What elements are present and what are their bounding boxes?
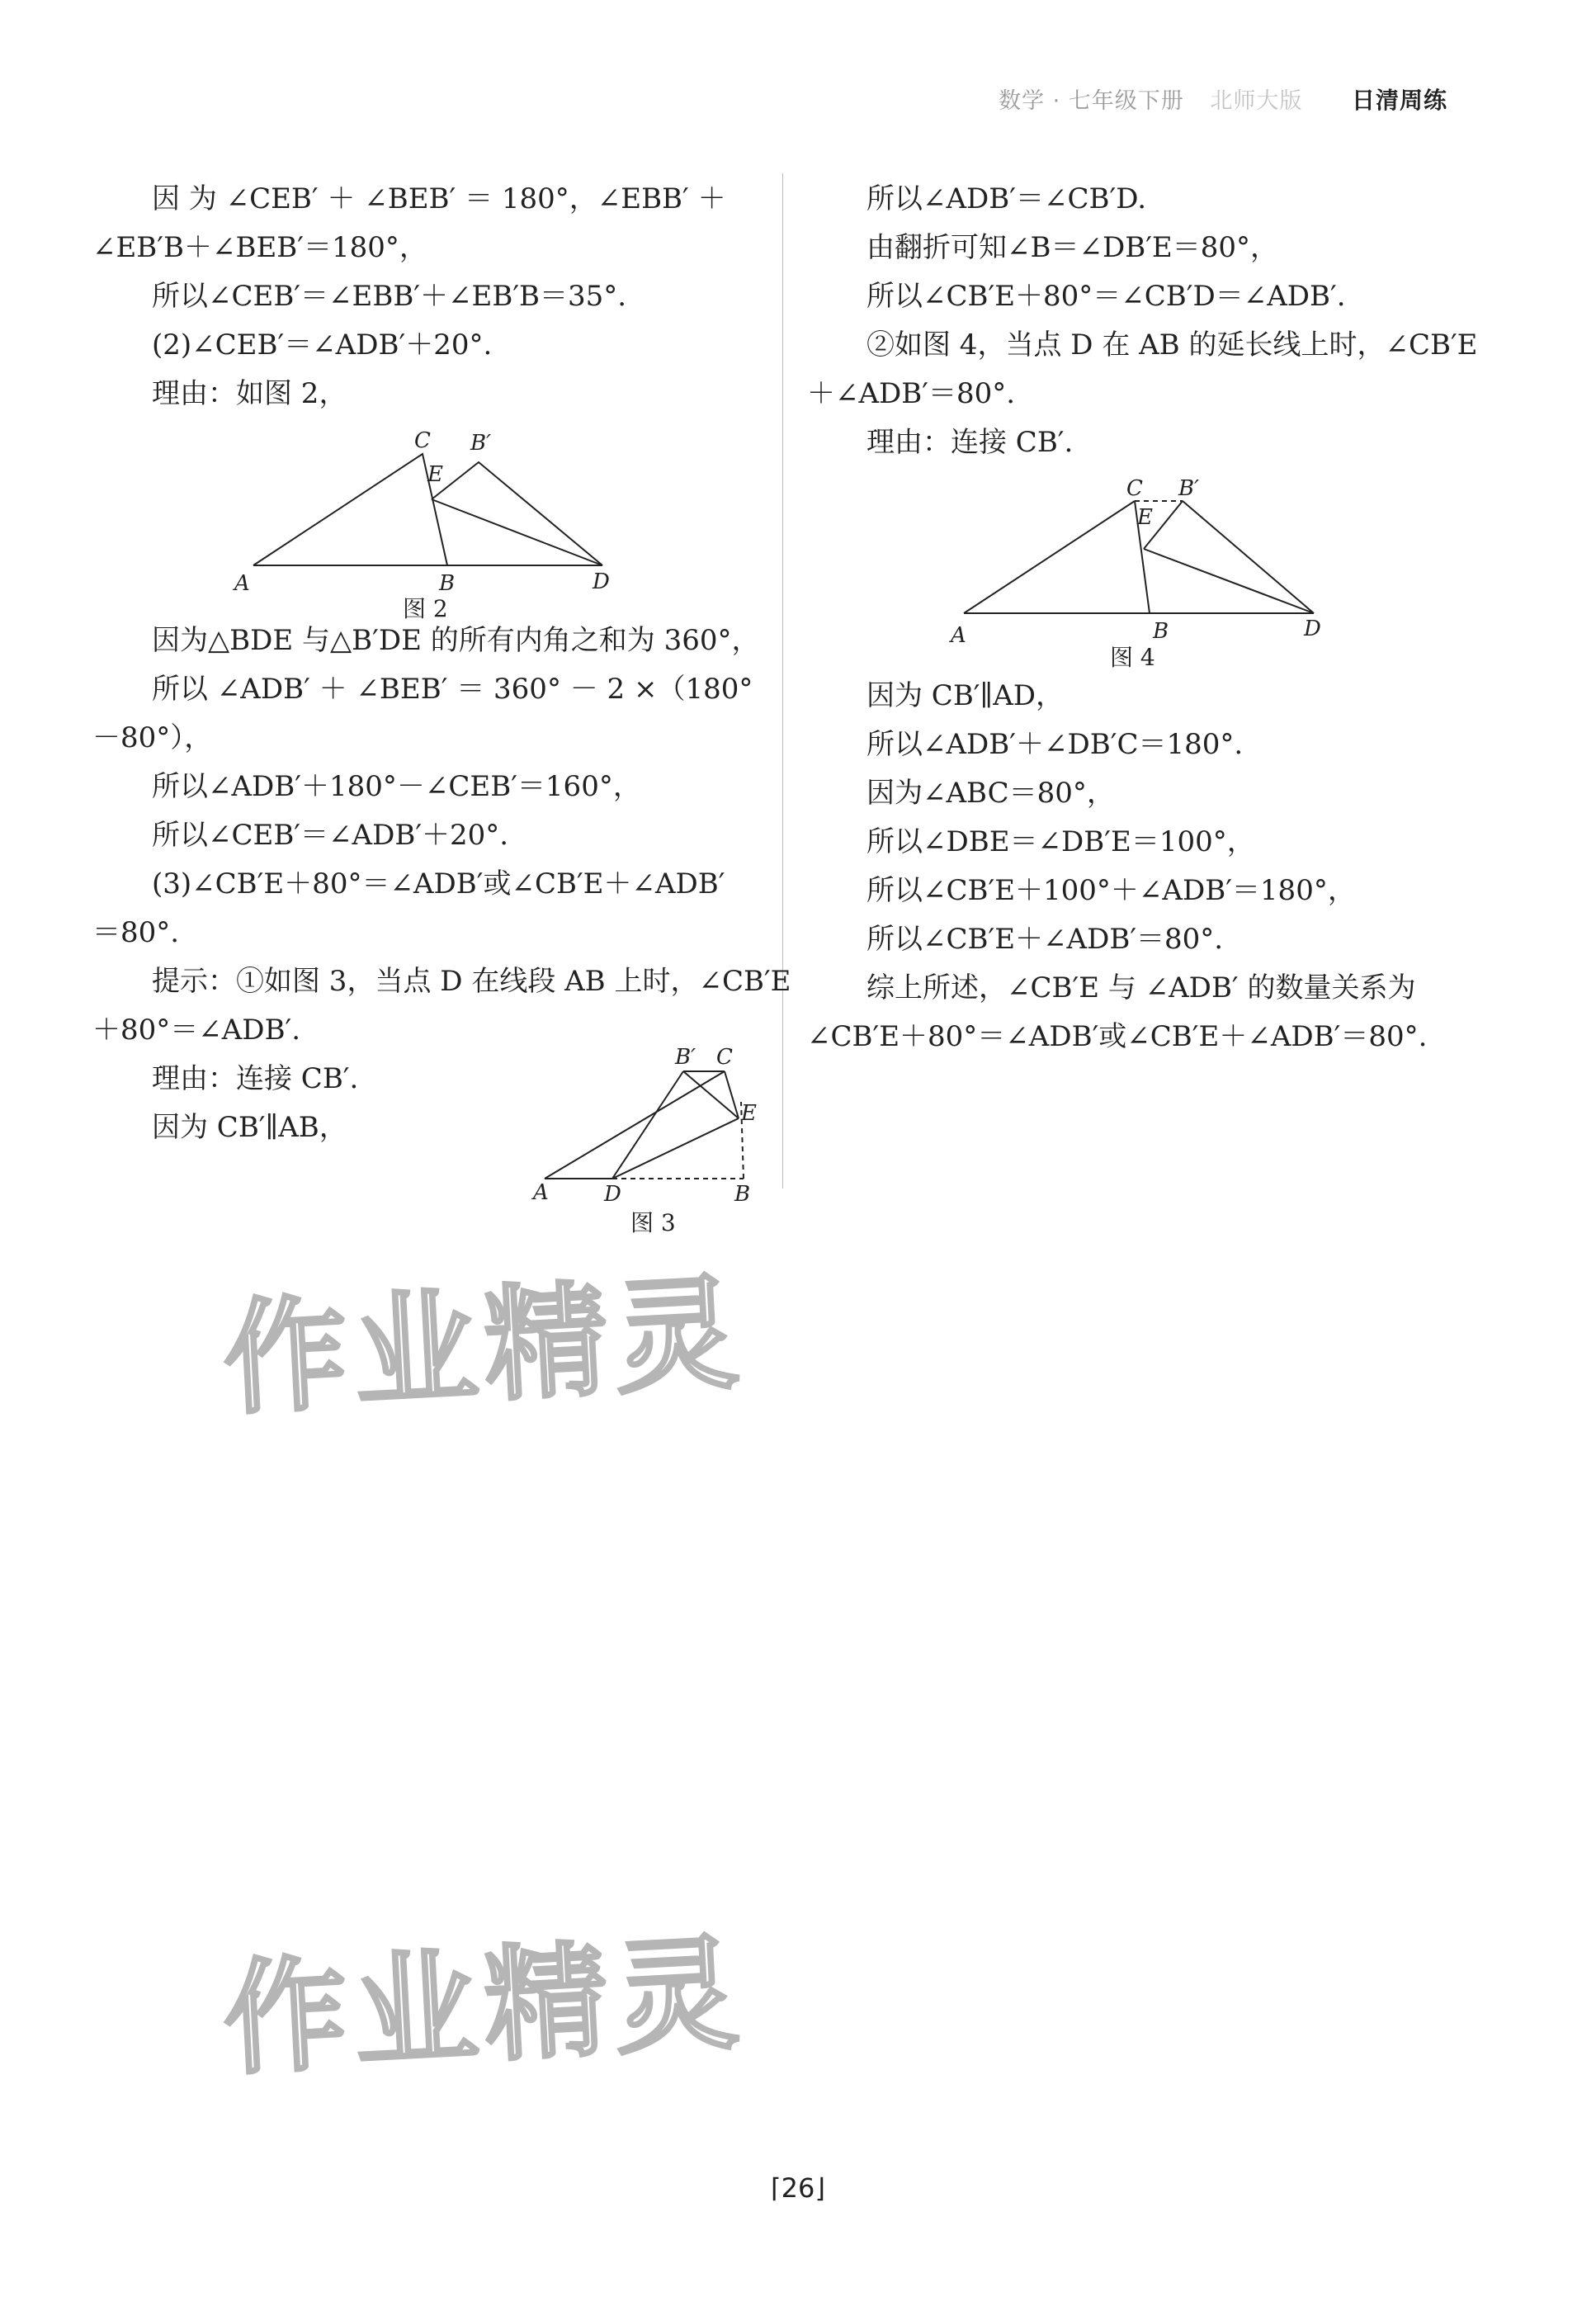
text-line: 理由：连接 CB′. — [152, 1062, 359, 1095]
segment-ac — [545, 1071, 725, 1179]
text-line: ＋80°＝∠ADB′. — [92, 1014, 301, 1047]
text-line: 所以∠CB′E＋∠ADB′＝80°. — [866, 923, 1224, 956]
label-a: A — [234, 571, 250, 596]
text-line: 所以∠CEB′＝∠EBB′＋∠EB′B＝35°. — [152, 280, 627, 313]
left-column — [92, 175, 791, 1152]
label-b-prime: B′ — [675, 1045, 696, 1070]
header-edition: 北师大版 — [1210, 88, 1303, 114]
text-line: 所以∠ADB′＋180°－∠CEB′＝160°， — [152, 770, 641, 803]
segment-b-prime-e — [683, 1071, 739, 1118]
figure-3-diagram — [528, 1028, 776, 1242]
text-line: 理由：连接 CB′. — [866, 426, 1074, 459]
watermark: 作业精灵 — [220, 1261, 748, 1433]
page-number-value: 26 — [781, 2172, 815, 2204]
label-d: D — [1304, 617, 1321, 641]
label-e: E — [1137, 505, 1153, 530]
text-line: (2)∠CEB′＝∠ADB′＋20°. — [152, 328, 493, 362]
text-line: 所以 ∠ADB′ ＋ ∠BEB′ ＝ 360° － 2 ×（180° — [152, 673, 753, 706]
text-line: 因为 CB′∥AB， — [152, 1111, 347, 1144]
label-a: A — [533, 1180, 549, 1205]
figure-3 — [528, 1028, 776, 1242]
figure-3-caption: 图 3 — [630, 1209, 676, 1236]
header-subject: 数学 · 七年级下册 — [999, 88, 1184, 114]
segment-ac — [964, 501, 1135, 613]
figure-4-diagram — [941, 470, 1337, 685]
label-b-prime: B′ — [1178, 476, 1200, 501]
text-line: ∠CB′E＋80°＝∠ADB′或∠CB′E＋∠ADB′＝80°. — [807, 1020, 1428, 1053]
triangle-abc — [253, 454, 447, 565]
figure-4 — [941, 470, 1337, 685]
text-line: 因 为 ∠CEB′ ＋ ∠BEB′ ＝ 180°，∠EBB′ ＋ — [152, 182, 726, 215]
label-b-prime: B′ — [470, 431, 492, 456]
label-b: B — [734, 1182, 751, 1207]
figure-2-diagram — [231, 425, 627, 631]
triangle-eb-prime-d — [432, 462, 602, 565]
text-line: 因为∠ABC＝80°， — [866, 777, 1115, 810]
text-line: 所以∠ADB′＝∠CB′D. — [866, 182, 1147, 215]
text-line: ②如图 4，当点 D 在 AB 的延长线上时，∠CB′E — [866, 328, 1478, 362]
segment-ce — [725, 1071, 739, 1118]
label-e: E — [741, 1101, 757, 1126]
segment-ed — [1144, 549, 1314, 613]
text-line: －80°）， — [92, 721, 213, 754]
label-c: C — [414, 428, 431, 453]
label-d: D — [604, 1182, 621, 1207]
text-line: 由翻折可知∠B＝∠DB′E＝80°， — [866, 231, 1279, 264]
segment-b-prime-d — [1183, 501, 1314, 613]
text-line: ＋∠ADB′＝80°. — [807, 377, 1016, 410]
header-series: 日清周练 — [1351, 87, 1447, 114]
figure-2 — [231, 425, 627, 631]
label-b: B — [439, 571, 456, 596]
text-line: 因为△BDE 与△B′DE 的所有内角之和为 360°， — [152, 624, 760, 657]
figure-2-caption: 图 2 — [403, 595, 448, 622]
text-line: (3)∠CB′E＋80°＝∠ADB′或∠CB′E＋∠ADB′ — [152, 867, 725, 900]
text-line: 所以∠CEB′＝∠ADB′＋20°. — [152, 819, 509, 852]
label-b: B — [1153, 619, 1169, 644]
label-c: C — [716, 1045, 733, 1070]
label-a: A — [951, 623, 966, 648]
segment-ed — [432, 499, 602, 565]
label-d: D — [593, 569, 610, 594]
page-header — [999, 83, 1447, 116]
page-number: ⌈26⌋ — [771, 2172, 825, 2204]
text-line: 综上所述，∠CB′E 与 ∠ADB′ 的数量关系为 — [866, 971, 1416, 1004]
column-divider — [782, 173, 783, 1189]
watermark: 作业精灵 — [220, 1921, 748, 2093]
text-line: 理由：如图 2， — [152, 377, 347, 410]
text-line: 所以∠DBE＝∠DB′E＝100°， — [866, 825, 1255, 858]
text-line: 所以∠ADB′＋∠DB′C＝180°. — [866, 728, 1244, 761]
text-line: 因为 CB′∥AD， — [866, 679, 1065, 712]
label-e: E — [427, 462, 443, 487]
figure-4-caption: 图 4 — [1110, 644, 1155, 671]
text-line: 所以∠CB′E＋80°＝∠CB′D＝∠ADB′. — [866, 280, 1346, 313]
label-c: C — [1126, 476, 1143, 501]
text-line: ∠EB′B＋∠BEB′＝180°， — [92, 231, 427, 264]
text-line: ＝80°. — [92, 916, 180, 949]
text-line: 提示：①如图 3，当点 D 在线段 AB 上时，∠CB′E — [152, 965, 791, 998]
text-line: 所以∠CB′E＋100°＋∠ADB′＝180°， — [866, 874, 1356, 907]
